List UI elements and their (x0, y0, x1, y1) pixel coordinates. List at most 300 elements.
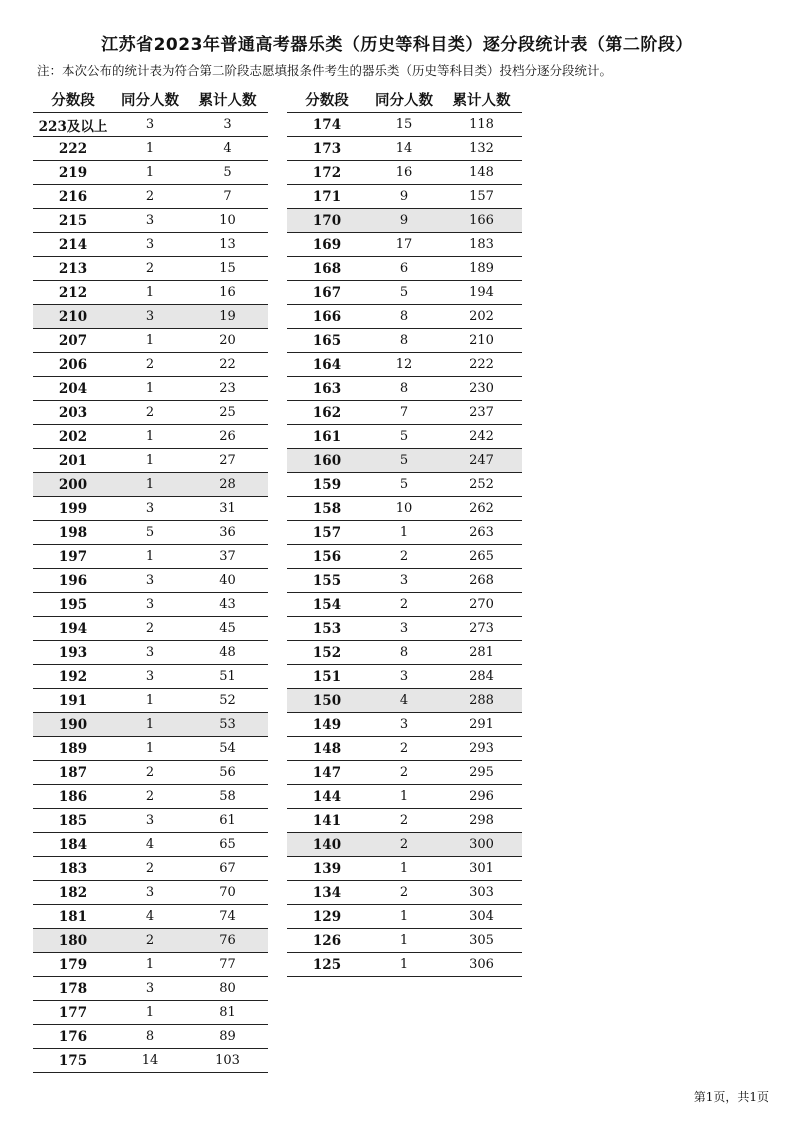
table-row (287, 161, 522, 185)
same-count-cell: 2 (113, 761, 187, 785)
score-cell: 129 (287, 905, 367, 929)
table-row (33, 545, 268, 569)
score-cell: 186 (33, 785, 113, 809)
same-count-cell: 2 (113, 257, 187, 281)
table-row (33, 521, 268, 545)
cumulative-cell: 19 (187, 305, 268, 329)
score-cell: 161 (287, 425, 367, 449)
same-count-cell: 2 (113, 401, 187, 425)
cumulative-cell: 296 (441, 785, 522, 809)
same-count-cell: 3 (113, 593, 187, 617)
table-row (33, 737, 268, 761)
table-row (33, 449, 268, 473)
same-count-cell: 9 (367, 185, 441, 209)
score-cell: 171 (287, 185, 367, 209)
same-count-cell: 2 (367, 737, 441, 761)
score-cell: 149 (287, 713, 367, 737)
header-same-count: 同分人数 (367, 86, 441, 113)
table-row (33, 1049, 268, 1073)
table-row (287, 665, 522, 689)
same-count-cell: 3 (113, 881, 187, 905)
same-count-cell: 1 (113, 953, 187, 977)
cumulative-cell: 288 (441, 689, 522, 713)
table-row (287, 137, 522, 161)
cumulative-cell: 268 (441, 569, 522, 593)
score-cell: 223及以上 (33, 113, 113, 137)
same-count-cell: 5 (113, 521, 187, 545)
table-row (33, 953, 268, 977)
same-count-cell: 2 (367, 545, 441, 569)
same-count-cell: 3 (113, 305, 187, 329)
cumulative-cell: 230 (441, 377, 522, 401)
score-cell: 147 (287, 761, 367, 785)
cumulative-cell: 28 (187, 473, 268, 497)
cumulative-cell: 16 (187, 281, 268, 305)
score-cell: 202 (33, 425, 113, 449)
score-cell: 150 (287, 689, 367, 713)
same-count-cell: 8 (367, 305, 441, 329)
score-cell: 187 (33, 761, 113, 785)
table-row (33, 785, 268, 809)
table-note: 注：本次公布的统计表为符合第二阶段志愿填报条件考生的器乐类（历史等科目类）投档分逐分段统计。 (37, 63, 613, 78)
score-cell: 178 (33, 977, 113, 1001)
table-row (287, 737, 522, 761)
table-row (33, 257, 268, 281)
score-cell: 219 (33, 161, 113, 185)
cumulative-cell: 166 (441, 209, 522, 233)
score-cell: 193 (33, 641, 113, 665)
page-footer: 第1页，共1页 (693, 1090, 769, 1104)
table-row (287, 281, 522, 305)
same-count-cell: 1 (113, 545, 187, 569)
table-row (287, 881, 522, 905)
score-cell: 182 (33, 881, 113, 905)
score-cell: 154 (287, 593, 367, 617)
same-count-cell: 2 (113, 929, 187, 953)
same-count-cell: 15 (367, 113, 441, 137)
same-count-cell: 1 (367, 521, 441, 545)
same-count-cell: 1 (367, 953, 441, 977)
same-count-cell: 4 (113, 833, 187, 857)
cumulative-cell: 157 (441, 185, 522, 209)
score-cell: 155 (287, 569, 367, 593)
table-row (287, 233, 522, 257)
cumulative-cell: 45 (187, 617, 268, 641)
cumulative-cell: 67 (187, 857, 268, 881)
header-score: 分数段 (33, 86, 113, 113)
table-row (287, 809, 522, 833)
cumulative-cell: 13 (187, 233, 268, 257)
cumulative-cell: 118 (441, 113, 522, 137)
table-row (33, 377, 268, 401)
same-count-cell: 1 (113, 473, 187, 497)
cumulative-cell: 54 (187, 737, 268, 761)
table-row (33, 977, 268, 1001)
cumulative-cell: 52 (187, 689, 268, 713)
same-count-cell: 3 (113, 665, 187, 689)
table-row (33, 329, 268, 353)
score-cell: 196 (33, 569, 113, 593)
cumulative-cell: 70 (187, 881, 268, 905)
table-row (287, 353, 522, 377)
table-row (287, 257, 522, 281)
table-row (33, 761, 268, 785)
cumulative-cell: 5 (187, 161, 268, 185)
score-cell: 215 (33, 209, 113, 233)
score-cell: 201 (33, 449, 113, 473)
same-count-cell: 1 (113, 737, 187, 761)
table-row (33, 1025, 268, 1049)
same-count-cell: 9 (367, 209, 441, 233)
cumulative-cell: 210 (441, 329, 522, 353)
cumulative-cell: 58 (187, 785, 268, 809)
score-cell: 156 (287, 545, 367, 569)
same-count-cell: 16 (367, 161, 441, 185)
table-row (33, 929, 268, 953)
table-row (33, 641, 268, 665)
score-cell: 213 (33, 257, 113, 281)
score-cell: 207 (33, 329, 113, 353)
cumulative-cell: 4 (187, 137, 268, 161)
table-row (287, 113, 522, 137)
score-cell: 204 (33, 377, 113, 401)
same-count-cell: 17 (367, 233, 441, 257)
header-score: 分数段 (287, 86, 367, 113)
same-count-cell: 1 (113, 377, 187, 401)
same-count-cell: 5 (367, 473, 441, 497)
cumulative-cell: 305 (441, 929, 522, 953)
table-row (287, 209, 522, 233)
cumulative-cell: 293 (441, 737, 522, 761)
cumulative-cell: 40 (187, 569, 268, 593)
cumulative-cell: 237 (441, 401, 522, 425)
table-row (33, 233, 268, 257)
same-count-cell: 1 (113, 329, 187, 353)
score-table-left (33, 86, 268, 1073)
table-row (33, 353, 268, 377)
cumulative-cell: 304 (441, 905, 522, 929)
table-row (33, 281, 268, 305)
score-cell: 175 (33, 1049, 113, 1073)
same-count-cell: 3 (113, 809, 187, 833)
header-cumulative: 累计人数 (441, 86, 522, 113)
same-count-cell: 2 (367, 809, 441, 833)
table-row (287, 473, 522, 497)
table-row (287, 521, 522, 545)
score-cell: 183 (33, 857, 113, 881)
score-cell: 172 (287, 161, 367, 185)
header-cumulative: 累计人数 (187, 86, 268, 113)
same-count-cell: 3 (113, 641, 187, 665)
table-row (287, 545, 522, 569)
score-cell: 169 (287, 233, 367, 257)
table-row (33, 569, 268, 593)
cumulative-cell: 202 (441, 305, 522, 329)
cumulative-cell: 284 (441, 665, 522, 689)
same-count-cell: 3 (367, 569, 441, 593)
cumulative-cell: 37 (187, 545, 268, 569)
score-cell: 181 (33, 905, 113, 929)
cumulative-cell: 74 (187, 905, 268, 929)
same-count-cell: 1 (367, 929, 441, 953)
cumulative-cell: 56 (187, 761, 268, 785)
score-cell: 192 (33, 665, 113, 689)
same-count-cell: 5 (367, 449, 441, 473)
table-row (33, 497, 268, 521)
table-row (33, 593, 268, 617)
same-count-cell: 4 (367, 689, 441, 713)
cumulative-cell: 295 (441, 761, 522, 785)
cumulative-cell: 20 (187, 329, 268, 353)
score-cell: 157 (287, 521, 367, 545)
same-count-cell: 3 (113, 497, 187, 521)
score-cell: 139 (287, 857, 367, 881)
same-count-cell: 3 (113, 113, 187, 137)
same-count-cell: 14 (367, 137, 441, 161)
table-row (287, 857, 522, 881)
cumulative-cell: 23 (187, 377, 268, 401)
table-row (33, 425, 268, 449)
table-row (33, 137, 268, 161)
same-count-cell: 2 (113, 353, 187, 377)
table-row (33, 185, 268, 209)
score-cell: 214 (33, 233, 113, 257)
score-cell: 158 (287, 497, 367, 521)
cumulative-cell: 76 (187, 929, 268, 953)
cumulative-cell: 303 (441, 881, 522, 905)
score-cell: 174 (287, 113, 367, 137)
table-row (33, 161, 268, 185)
cumulative-cell: 65 (187, 833, 268, 857)
same-count-cell: 8 (113, 1025, 187, 1049)
same-count-cell: 1 (113, 449, 187, 473)
score-cell: 184 (33, 833, 113, 857)
table-row (33, 617, 268, 641)
table-row (33, 689, 268, 713)
same-count-cell: 8 (367, 329, 441, 353)
header-same-count: 同分人数 (113, 86, 187, 113)
same-count-cell: 2 (113, 185, 187, 209)
score-cell: 216 (33, 185, 113, 209)
score-cell: 134 (287, 881, 367, 905)
score-cell: 206 (33, 353, 113, 377)
score-cell: 167 (287, 281, 367, 305)
cumulative-cell: 3 (187, 113, 268, 137)
cumulative-cell: 103 (187, 1049, 268, 1073)
same-count-cell: 2 (113, 857, 187, 881)
table-row (287, 905, 522, 929)
score-cell: 179 (33, 953, 113, 977)
table-row (287, 593, 522, 617)
table-row (287, 305, 522, 329)
same-count-cell: 2 (113, 617, 187, 641)
cumulative-cell: 189 (441, 257, 522, 281)
cumulative-cell: 22 (187, 353, 268, 377)
table-header-row (33, 86, 268, 113)
score-cell: 197 (33, 545, 113, 569)
table-row (33, 833, 268, 857)
table-row (287, 449, 522, 473)
cumulative-cell: 242 (441, 425, 522, 449)
cumulative-cell: 61 (187, 809, 268, 833)
cumulative-cell: 31 (187, 497, 268, 521)
cumulative-cell: 194 (441, 281, 522, 305)
same-count-cell: 1 (113, 161, 187, 185)
table-row (33, 881, 268, 905)
same-count-cell: 3 (113, 977, 187, 1001)
table-row (287, 401, 522, 425)
table-row (33, 401, 268, 425)
table-row (287, 617, 522, 641)
page-title: 江苏省2023年普通高考器乐类（历史等科目类）逐分段统计表（第二阶段） (101, 35, 693, 55)
same-count-cell: 1 (113, 1001, 187, 1025)
cumulative-cell: 183 (441, 233, 522, 257)
score-cell: 222 (33, 137, 113, 161)
cumulative-cell: 281 (441, 641, 522, 665)
cumulative-cell: 262 (441, 497, 522, 521)
cumulative-cell: 48 (187, 641, 268, 665)
table-row (287, 569, 522, 593)
table-row (287, 329, 522, 353)
score-cell: 198 (33, 521, 113, 545)
cumulative-cell: 263 (441, 521, 522, 545)
score-cell: 159 (287, 473, 367, 497)
same-count-cell: 3 (367, 617, 441, 641)
cumulative-cell: 15 (187, 257, 268, 281)
same-count-cell: 2 (367, 833, 441, 857)
score-cell: 144 (287, 785, 367, 809)
cumulative-cell: 222 (441, 353, 522, 377)
cumulative-cell: 132 (441, 137, 522, 161)
table-row (33, 1001, 268, 1025)
same-count-cell: 3 (113, 233, 187, 257)
score-cell: 170 (287, 209, 367, 233)
same-count-cell: 1 (113, 713, 187, 737)
cumulative-cell: 77 (187, 953, 268, 977)
score-cell: 165 (287, 329, 367, 353)
same-count-cell: 3 (367, 713, 441, 737)
score-cell: 168 (287, 257, 367, 281)
table-row (287, 785, 522, 809)
score-cell: 180 (33, 929, 113, 953)
cumulative-cell: 298 (441, 809, 522, 833)
table-row (287, 185, 522, 209)
table-row (33, 809, 268, 833)
score-cell: 177 (33, 1001, 113, 1025)
same-count-cell: 12 (367, 353, 441, 377)
same-count-cell: 1 (113, 281, 187, 305)
cumulative-cell: 273 (441, 617, 522, 641)
cumulative-cell: 80 (187, 977, 268, 1001)
score-cell: 194 (33, 617, 113, 641)
table-row (33, 113, 268, 137)
score-cell: 189 (33, 737, 113, 761)
score-cell: 164 (287, 353, 367, 377)
score-cell: 151 (287, 665, 367, 689)
same-count-cell: 1 (113, 137, 187, 161)
score-cell: 199 (33, 497, 113, 521)
cumulative-cell: 81 (187, 1001, 268, 1025)
score-cell: 195 (33, 593, 113, 617)
score-cell: 200 (33, 473, 113, 497)
table-row (287, 641, 522, 665)
table-row (33, 305, 268, 329)
score-cell: 140 (287, 833, 367, 857)
same-count-cell: 14 (113, 1049, 187, 1073)
score-cell: 160 (287, 449, 367, 473)
table-row (287, 425, 522, 449)
cumulative-cell: 26 (187, 425, 268, 449)
same-count-cell: 2 (113, 785, 187, 809)
table-header-row (287, 86, 522, 113)
cumulative-cell: 300 (441, 833, 522, 857)
same-count-cell: 10 (367, 497, 441, 521)
cumulative-cell: 291 (441, 713, 522, 737)
score-cell: 210 (33, 305, 113, 329)
cumulative-cell: 270 (441, 593, 522, 617)
same-count-cell: 1 (113, 425, 187, 449)
score-cell: 125 (287, 953, 367, 977)
score-cell: 185 (33, 809, 113, 833)
same-count-cell: 1 (113, 689, 187, 713)
score-cell: 203 (33, 401, 113, 425)
cumulative-cell: 10 (187, 209, 268, 233)
same-count-cell: 1 (367, 905, 441, 929)
table-row (33, 209, 268, 233)
same-count-cell: 2 (367, 761, 441, 785)
table-row (287, 689, 522, 713)
table-row (33, 665, 268, 689)
score-cell: 176 (33, 1025, 113, 1049)
score-cell: 166 (287, 305, 367, 329)
same-count-cell: 2 (367, 881, 441, 905)
score-table-right (287, 86, 522, 977)
same-count-cell: 8 (367, 377, 441, 401)
table-row (287, 377, 522, 401)
cumulative-cell: 306 (441, 953, 522, 977)
table-row (287, 953, 522, 977)
table-row (33, 713, 268, 737)
score-cell: 190 (33, 713, 113, 737)
score-cell: 163 (287, 377, 367, 401)
score-cell: 212 (33, 281, 113, 305)
table-row (287, 833, 522, 857)
cumulative-cell: 25 (187, 401, 268, 425)
same-count-cell: 3 (113, 209, 187, 233)
table-row (33, 857, 268, 881)
score-cell: 153 (287, 617, 367, 641)
same-count-cell: 5 (367, 425, 441, 449)
score-cell: 152 (287, 641, 367, 665)
table-row (33, 905, 268, 929)
score-cell: 148 (287, 737, 367, 761)
cumulative-cell: 53 (187, 713, 268, 737)
cumulative-cell: 148 (441, 161, 522, 185)
cumulative-cell: 301 (441, 857, 522, 881)
cumulative-cell: 247 (441, 449, 522, 473)
same-count-cell: 6 (367, 257, 441, 281)
same-count-cell: 4 (113, 905, 187, 929)
cumulative-cell: 252 (441, 473, 522, 497)
table-row (287, 713, 522, 737)
cumulative-cell: 27 (187, 449, 268, 473)
score-cell: 191 (33, 689, 113, 713)
same-count-cell: 5 (367, 281, 441, 305)
same-count-cell: 3 (113, 569, 187, 593)
score-cell: 162 (287, 401, 367, 425)
same-count-cell: 1 (367, 785, 441, 809)
score-cell: 141 (287, 809, 367, 833)
